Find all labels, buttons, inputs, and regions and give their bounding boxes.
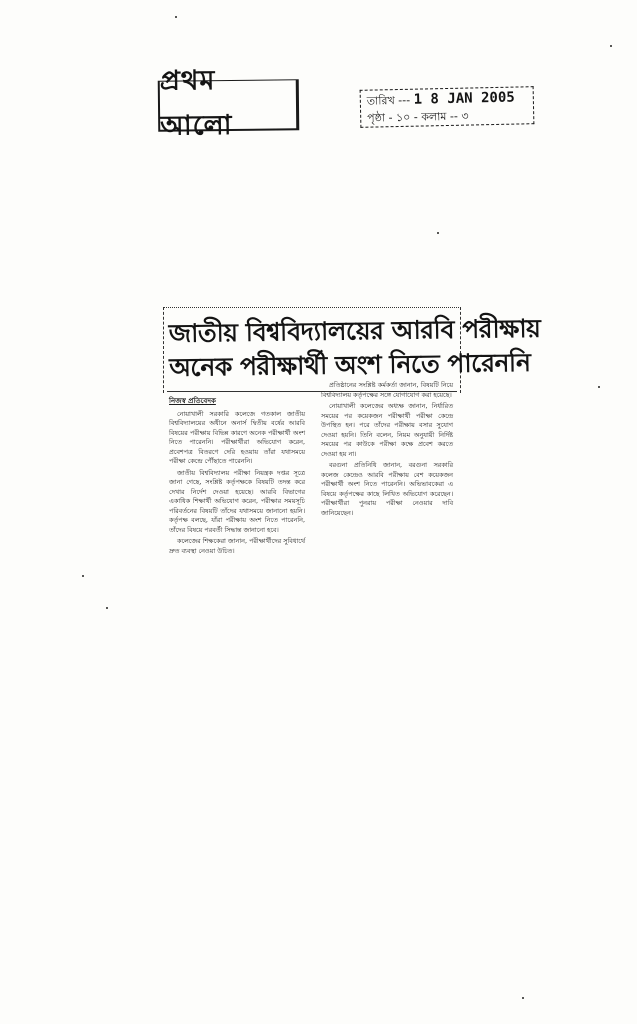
article-paragraph: বরগুনা প্রতিনিধি জানান, বরগুনা সরকারি কলেজ কেন্দ্রেও আরবি পরীক্ষায় বেশ কয়েকজন পরীক্ষার্থী অংশ নিতে পারেননি। অভিভাবকেরা এ বিষয়ে কর্তৃপক্ষের কাছে লিখিত অভিযোগ করেছেন। পরীক্ষার্থীরা পুনরায় পরীক্ষা নেওয়ার দাবি জানিয়েছেন। <box>321 461 453 517</box>
article-paragraph: জাতীয় বিশ্ববিদ্যালয় পরীক্ষা নিয়ন্ত্রক দপ্তর সূত্রে জানা গেছে, সংশ্লিষ্ট কর্তৃপক্ষকে বিষয়টি তদন্ত করে দেখার নির্দেশ দেওয়া হয়েছে। আরবি বিভাগের একাধিক শিক্ষার্থী অভিযোগ করেন, পরীক্ষার সময়সূচি পরিবর্তনের বিষয়টি তাঁদের যথাসময়ে জানানো হয়নি। কর্তৃপক্ষ বলছে, যাঁরা পরীক্ষায় অংশ নিতে পারেননি, তাঁদের বিষয়ে পরবর্তী সিদ্ধান্ত জানানো হবে। <box>169 468 305 534</box>
scan-speck <box>522 997 524 999</box>
scan-speck <box>610 45 612 47</box>
scan-speck <box>598 386 600 388</box>
article-column-left <box>169 397 305 587</box>
scan-speck <box>82 575 84 577</box>
stamp-page-label: পৃষ্ঠা <box>367 111 386 125</box>
stamp-column-value: ৩ <box>461 109 469 123</box>
article-paragraph: নোয়াখালী সরকারি কলেজে গতকাল জাতীয় বিশ্ববিদ্যালয়ের অধীনে অনার্স দ্বিতীয় বর্ষের আরবি বিষয়ের পরীক্ষায় বিভিন্ন কারণে অনেক পরীক্ষার্থী অংশ নিতে পারেননি। পরীক্ষার্থীরা অভিযোগ করেন, প্রবেশপত্র বিতরণে দেরি হওয়ায় তাঁরা যথাসময়ে পরীক্ষা কেন্দ্রে পৌঁছাতে পারেননি। <box>169 409 305 465</box>
scan-speck <box>106 607 108 609</box>
stamp-date-row: তারিখ --- 1 8 JAN 2005 <box>366 89 515 108</box>
scan-speck <box>437 232 439 234</box>
headline-line-2: অনেক পরীক্ষার্থী অংশ নিতে পারেননি <box>169 347 531 383</box>
masthead-title: প্রথম আলো <box>159 65 233 142</box>
article-clipping <box>163 303 541 593</box>
article-paragraph: নোয়াখালী কলেজের অধ্যক্ষ জানান, নির্ধারিত সময়ের পর কয়েকজন পরীক্ষার্থী পরীক্ষা কেন্দ্রে উপস্থিত হন। পরে তাঁদের পরীক্ষায় বসার সুযোগ দেওয়া হয়নি। তিনি বলেন, নিয়ম অনুযায়ী নির্দিষ্ট সময়ের পর কাউকে পরীক্ষা কক্ষে প্রবেশ করতে দেওয়া হয় না। <box>321 402 453 458</box>
newspaper-masthead <box>158 65 300 142</box>
clipping-top-edge <box>163 307 459 308</box>
stamp-date-value: 1 8 JAN 2005 <box>413 89 515 108</box>
headline-line-1: জাতীয় বিশ্ববিদ্যালয়ের আরবি পরীক্ষায় <box>168 313 541 349</box>
article-column-right <box>321 381 453 579</box>
stamp-column-label: কলাম <box>421 110 447 124</box>
stamp-page-row: পৃষ্ঠা - ১০ - কলাম -- ৩ <box>367 109 469 125</box>
article-byline: নিজস্ব প্রতিবেদক <box>169 397 216 405</box>
scan-speck <box>175 16 177 18</box>
article-paragraph: কলেজের শিক্ষকেরা জানান, পরীক্ষার্থীদের সুবিধার্থে দ্রুত ব্যবস্থা নেওয়া উচিত। <box>169 537 305 555</box>
stamp-page-value: ১০ <box>395 110 411 125</box>
date-stamp <box>360 86 535 128</box>
article-paragraph: প্রতিষ্ঠানের সংশ্লিষ্ট কর্মকর্তা জানান, বিষয়টি নিয়ে বিশ্ববিদ্যালয় কর্তৃপক্ষের সঙ্গে যোগাযোগ করা হয়েছে। <box>321 381 453 399</box>
clipping-left-edge <box>163 307 164 393</box>
article-headline <box>168 313 541 385</box>
stamp-date-label: তারিখ <box>366 94 395 108</box>
